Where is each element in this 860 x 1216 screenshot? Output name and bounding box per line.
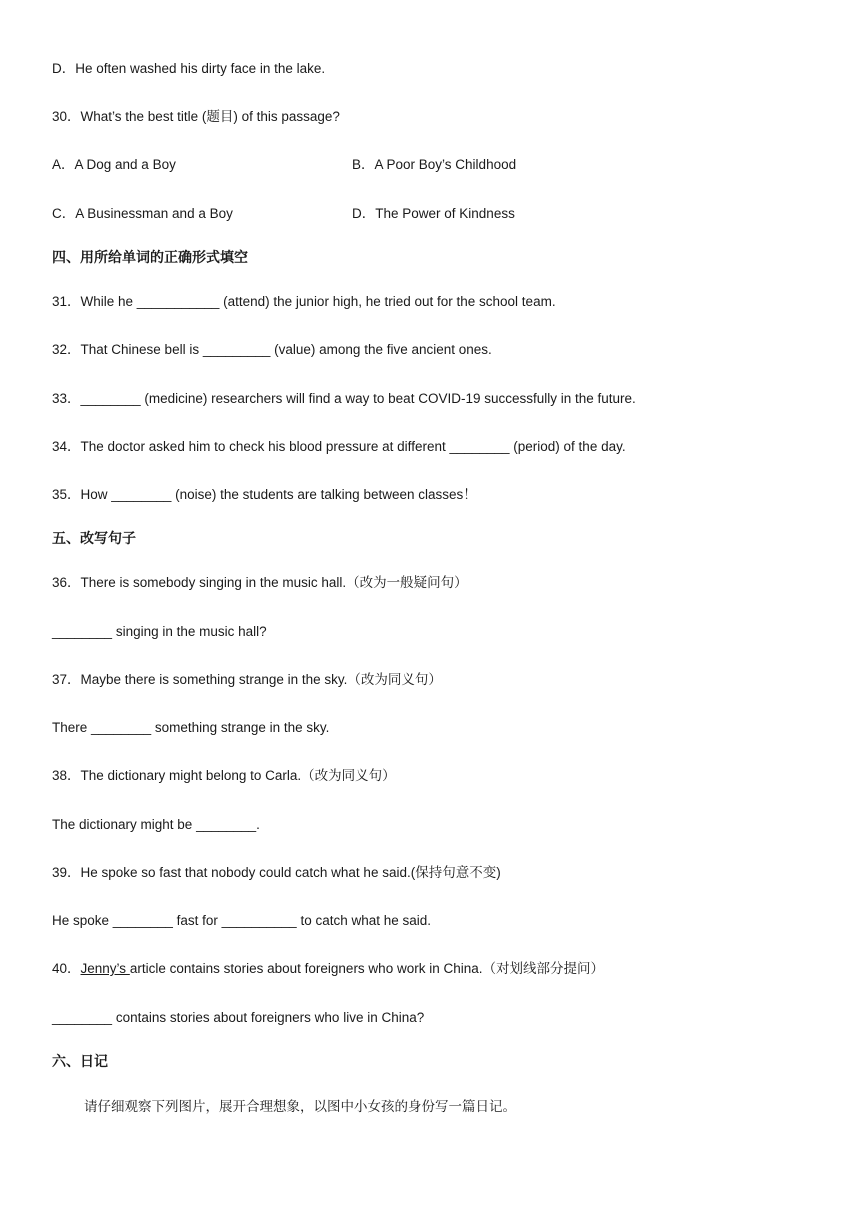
question-36-note: （改为一般疑问句） <box>346 575 468 591</box>
question-40-underlined: Jenny’s <box>80 961 130 976</box>
section-4-title: 四、用所给单词的正确形式填空 <box>52 250 248 266</box>
question-40-stem: article contains stories about foreigners who work in China. <box>129 961 483 976</box>
section-6-title: 六、日记 <box>52 1054 108 1070</box>
answer-40: ________ contains stories about foreigners who live in China? <box>52 1010 425 1025</box>
question-30-stem: 30．What’s the best title ( <box>52 109 207 124</box>
option-29-d: D．He often washed his dirty face in the lake. <box>52 61 326 76</box>
option-30-b: B．A Poor Boy’s Childhood <box>352 157 517 172</box>
question-30-cn: 题目 <box>206 109 234 125</box>
question-40-note: （对划线部分提问） <box>482 961 604 977</box>
question-39-note: 保持句意不变 <box>415 865 497 881</box>
question-36-stem: 36．There is somebody singing in the music hall. <box>52 575 347 590</box>
question-39 <box>52 864 501 882</box>
question-40 <box>52 960 604 978</box>
section-5-title: 五、改写句子 <box>52 531 136 547</box>
question-35: 35．How ________ (noise) the students are talking between classes！ <box>52 487 477 502</box>
question-36 <box>52 574 468 592</box>
question-34: 34．The doctor asked him to check his blood pressure at different ________ (period) of the day. <box>52 439 626 454</box>
question-39-stem-end: ) <box>496 865 501 880</box>
answer-36: ________ singing in the music hall? <box>52 624 267 639</box>
question-30-stem-end: ) of this passage? <box>233 109 340 124</box>
question-33: 33．________ (medicine) researchers will find a way to beat COVID-19 successfully in the future. <box>52 391 636 406</box>
option-30-a: A．A Dog and a Boy <box>52 157 176 172</box>
question-32: 32．That Chinese bell is _________ (value) among the five ancient ones. <box>52 342 492 357</box>
question-40-number: 40． <box>52 961 81 976</box>
question-38 <box>52 767 396 785</box>
question-37 <box>52 671 442 689</box>
question-37-stem: 37．Maybe there is something strange in the sky. <box>52 672 348 687</box>
question-31: 31．While he ___________ (attend) the junior high, he tried out for the school team. <box>52 294 556 309</box>
question-38-note: （改为同义句） <box>301 768 396 784</box>
option-30-d: D．The Power of Kindness <box>352 206 515 221</box>
question-39-stem: 39．He spoke so fast that nobody could catch what he said.( <box>52 865 416 880</box>
question-30 <box>52 108 340 126</box>
answer-37: There ________ something strange in the sky. <box>52 720 330 735</box>
question-37-note: （改为同义句） <box>347 672 442 688</box>
answer-39: He spoke ________ fast for __________ to catch what he said. <box>52 913 432 928</box>
question-38-stem: 38．The dictionary might belong to Carla. <box>52 768 302 783</box>
option-30-c: C．A Businessman and a Boy <box>52 206 233 221</box>
section-6-instruction: 请仔细观察下列图片，展开合理想象，以图中小女孩的身份写一篇日记。 <box>84 1099 516 1115</box>
answer-38: The dictionary might be ________. <box>52 817 260 832</box>
